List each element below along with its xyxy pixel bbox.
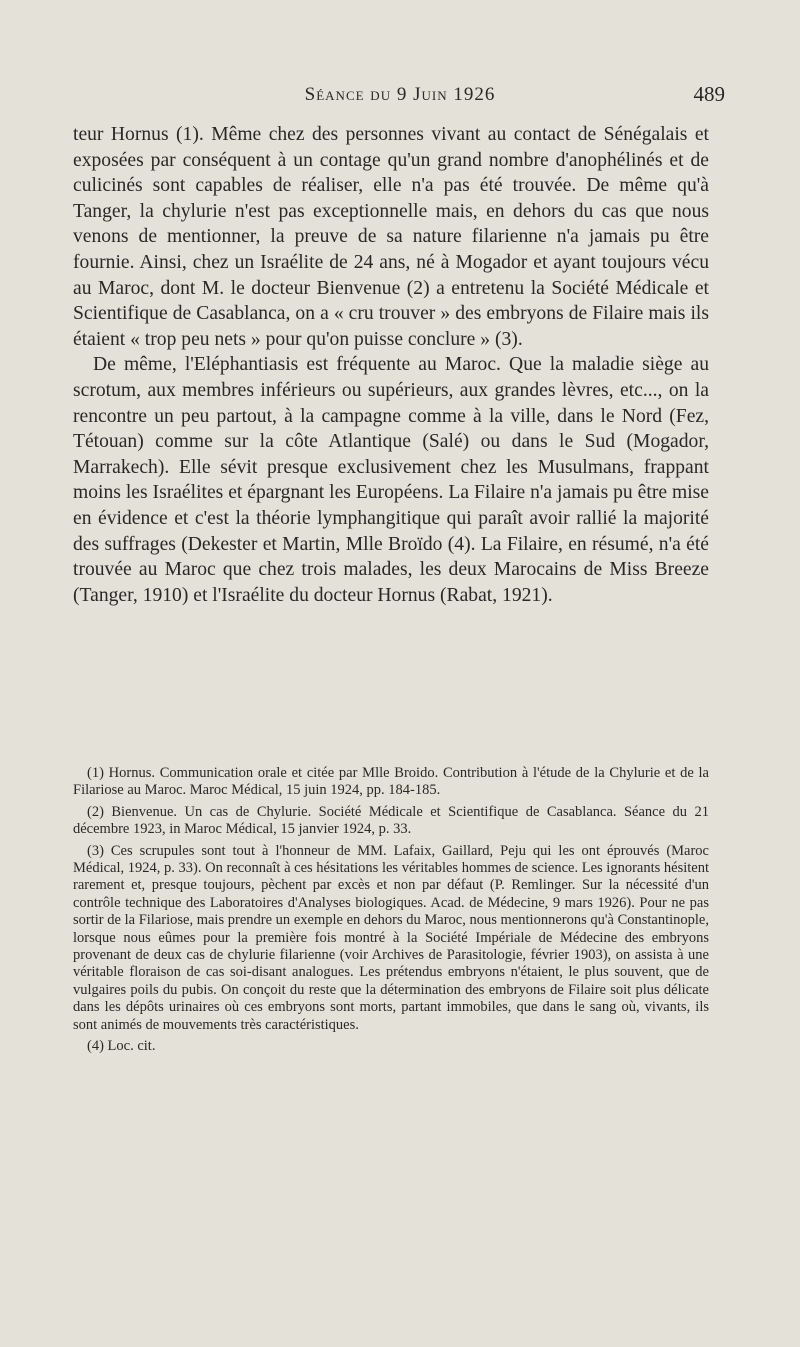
paragraph-chylurie: teur Hornus (1). Même chez des personnes vivant au contact de Sénégalais et exposées par conséquent à un contage qu'un grand nombre d'anophélinés et de culicinés sont capables de réaliser, elle n'a pas été trouvée. De même qu'à Tanger, la chylurie n'est pas exceptionnelle mais, en dehors du cas que nous venons de mentionner, la preuve de sa nature filarienne n'a jamais pu être fournie. Ainsi, chez un Israélite de 24 ans, né à Mogador et ayant toujours vécu au Maroc, dont M. le docteur Bienvenue (2) a entretenu la Société Médicale et Scientifique de Casablanca, on a « cru trouver » des embryons de Filaire mais ils étaient « trop peu nets » pour qu'on puisse conclure » (3). [73,124,709,350]
page-number: 489 [693,82,725,106]
footnote-2: (2) Bienvenue. Un cas de Chylurie. Société Médicale et Scientifique de Casablanca. Séance du 21 décembre 1923, in Maroc Médical, 15 janvier 1924, p. 33. [73,803,709,838]
footnote-4: (4) Loc. cit. [87,1038,156,1055]
footnotes [73,765,709,1060]
footnote-1: (1) Hornus. Communication orale et citée par Mlle Broido. Contribution à l'étude de la Chylurie et de la Filariose au Maroc. Maroc Médical, 15 juin 1924, pp. 184-185. [73,765,709,799]
paragraph-elephantiasis: De même, l'Eléphantiasis est fréquente au Maroc. Que la maladie siège au scrotum, aux membres inférieurs ou supérieurs, aux grandes lèvres, etc..., on la rencontre un peu partout, à la campagne comme à la ville, dans le Nord (Fez, Tétouan) comme sur la côte Atlantique (Salé) ou dans le Sud (Mogador, Marrakech). Elle sévit presque exclusivement chez les Musulmans, frappant moins les Israélites et épargnant les Européens. La Filaire n'a jamais pu être mise en évidence et c'est la théorie lymphangitique qui paraît avoir rallié la majorité des suffrages (Dekester et Martin, Mlle Broïdo (4). La Filaire, en résumé, n'a été trouvée au Maroc que chez trois malades, les deux Marocains de Miss Breeze (Tanger, 1910) et l'Israélite du docteur Hornus (Rabat, 1921). [73,354,709,606]
running-title: Séance du 9 Juin 1926 [304,84,496,105]
main-text [73,122,709,608]
footnote-3: (3) Ces scrupules sont tout à l'honneur de MM. Lafaix, Gaillard, Peju qui les ont éprouvés (Maroc Médical, 1924, p. 33). On reconnaît à ces hésitations les véritables hommes de science. Les ignorants hésitent rarement et, presque toujours, pèchent par excès et non par défaut (P. Remlinger. Sur la nécessité d'un contrôle technique des Laboratoires d'Analyses biologiques. Acad. de Médecine, 9 mars 1926). Pour ne pas sortir de la Filariose, mais prendre un exemple en dehors du Maroc, nous mentionnerons qu'à Constantinople, lorsque nous eûmes pour la première fois montré à la Société Impériale de Médecine des embryons provenant de deux cas de chylurie filarienne (voir Archives de Parasitologie, février 1903), on assista à une véritable floraison de cas soi-disant analogues. Les prétendus embryons n'étaient, le plus souvent, que de vulgaires poils du pubis. On conçoit du reste que la détermination des embryons de Filaire soit plus délicate dans les dépôts urinaires où ces embryons sont morts, partant immobiles, que dans le sang où, vivants, ils sont animés de mouvements très caractéristiques. [73,842,709,1033]
running-head [75,82,725,112]
